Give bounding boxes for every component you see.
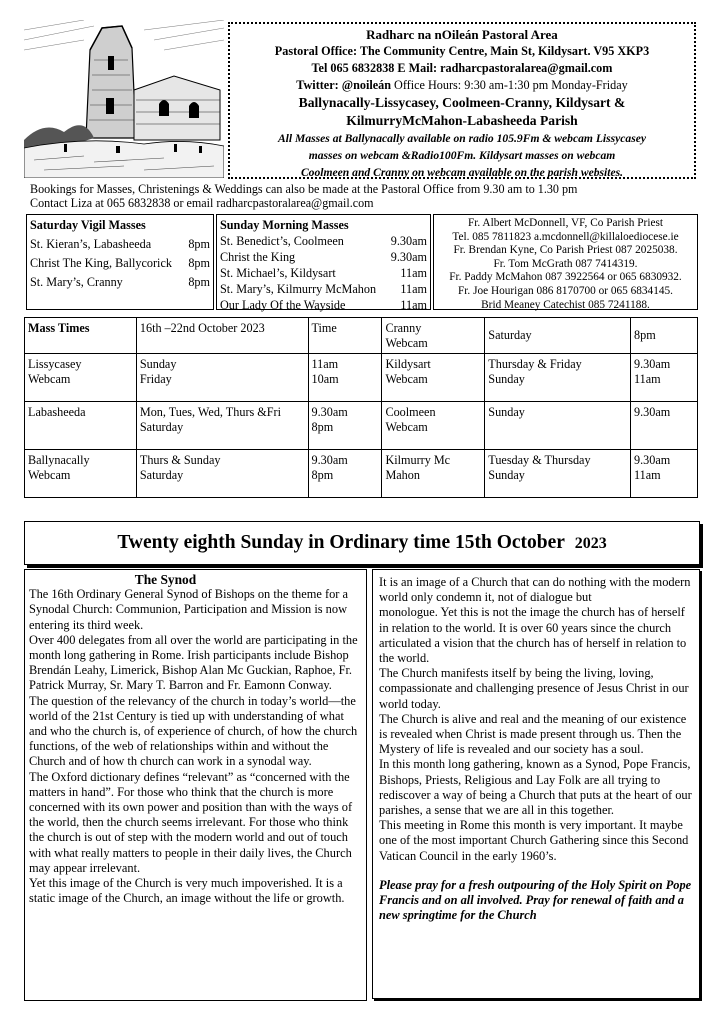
sunday-banner (24, 521, 700, 565)
article-paragraph: This meeting in Rome this month is very important. It maybe one of the most important Church Gathering since this Second Vatican Council in the early 1960’s. (379, 818, 689, 863)
mass-time: 9.30am (390, 234, 427, 248)
table-cell: 9.30am 11am (631, 450, 698, 498)
mass-place: Our Lady Of the Wayside (220, 298, 346, 312)
prayer-intention: Please pray for a fresh outpouring of the Holy Spirit on Pope Francis and on all involved. Pray for renewal of faith and a new springtime for the Church (379, 877, 692, 923)
pastoral-office-address: Pastoral Office: The Community Centre, Main St, Kildysart. V95 XKP3 (274, 44, 650, 58)
table-cell: Mon, Tues, Wed, Thurs &Fri Saturday (136, 402, 308, 450)
sunday-masses-box (216, 214, 431, 310)
mass-place: St. Mary’s, Cranny (30, 275, 123, 289)
mass-place: Christ the King (220, 250, 296, 264)
table-cell: 11am 10am (308, 354, 382, 402)
bookings-notice (30, 182, 710, 210)
table-row (25, 318, 698, 354)
table-cell: Sunday (485, 402, 631, 450)
clergy-line: Fr. Joe Hourigan 086 8170700 or 065 6834145. (458, 284, 673, 297)
table-cell: Sunday Friday (136, 354, 308, 402)
table-row (25, 354, 698, 402)
office-hours-line (230, 77, 694, 94)
mass-place: St. Mary’s, Kilmurry McMahon (220, 282, 377, 296)
list-item (220, 249, 427, 265)
article-paragraph: Over 400 delegates from all over the world are participating in the month long gathering in Rome. Irish participants include Bishop Brendán Leahy, Limerick, Bishop Alan Mc Guckian, Raphoe, Fr. Patrick Murray, Sr. Mary T. Barron and Fr. Eamonn Conway. (29, 632, 358, 693)
mass-time: 8pm (188, 237, 210, 251)
church-tower-ruin-icon (24, 20, 224, 178)
table-cell: 8pm (631, 318, 698, 354)
article-paragraph: The Church manifests itself by being the living, loving, compassionate and challenging presence of Jesus Christ in our world today. (379, 666, 689, 711)
table-row (25, 402, 698, 450)
article-paragraph: Yet this image of the Church is very much impoverished. It is a static image of the Church, an image without the life or growth. (29, 876, 345, 906)
mass-time: 8pm (188, 275, 210, 289)
saturday-vigil-box (26, 214, 214, 310)
table-cell: 9.30am (631, 402, 698, 450)
table-cell: Tuesday & Thursday Sunday (485, 450, 631, 498)
mass-place: Christ The King, Ballycorick (30, 256, 172, 270)
article-paragraph: monologue. Yet this is not the image the church has of herself in relation to the world. It is over 60 years since the church articulated a vision that the church has of herself in relation to the world. (379, 605, 687, 666)
clergy-line: Fr. Brendan Kyne, Co Parish Priest 087 2025038. (453, 244, 678, 257)
table-cell: 16th –22nd October 2023 (136, 318, 308, 354)
table-cell: Kilmurry Mc Mahon (382, 450, 485, 498)
list-item (220, 265, 427, 281)
clergy-line: Tel. 085 7811823 a.mcdonnell@killaloediocese.ie (452, 230, 679, 243)
article-paragraph: The Church is alive and real and the meaning of our existence is revealed when Christ is made present through us. Then the Mystery of life is revealed and our society has a soul. (379, 711, 687, 757)
bookings-line-1: Bookings for Masses, Christenings & Weddings can also be made at the Pastoral Office from 9.30 am to 1.30 pm (30, 182, 578, 196)
webcam-info-3: Coolmeen and Cranny on webcam available on the parish websites. (300, 166, 624, 179)
list-item (30, 274, 210, 290)
mass-time: 8pm (188, 256, 210, 270)
list-item (220, 297, 427, 313)
article-title: The Synod (134, 572, 197, 587)
parishes-line-2: KilmurryMcMahon-Labasheeda Parish (346, 113, 578, 128)
mass-time: 11am (400, 282, 427, 296)
clergy-contacts-box (433, 214, 698, 310)
contact-tel-email: Tel 065 6832838 E Mail: radharcpastoralarea@gmail.com (311, 61, 613, 75)
table-cell: 9.30am 11am (631, 354, 698, 402)
table-cell: Lissycasey Webcam (25, 354, 137, 402)
article-paragraph: The question of the relevancy of the church in today’s world—the world of the 21st Century is tied up with understanding of what and who the church is, of experience of church, of how the church functions, of the web of relationships within and without the Church and of how th church can work in a synodal way. (29, 693, 358, 769)
pastoral-area-title: Radharc na nOileán Pastoral Area (366, 27, 558, 42)
article-paragraph: The 16th Ordinary General Synod of Bishops on the theme for a Synodal Church: Communion, Participation and Mission is now entering its third week. (29, 587, 348, 632)
mass-time: 11am (400, 298, 427, 312)
twitter-handle: Twitter: @noileán (296, 78, 391, 92)
table-cell: Cranny Webcam (382, 318, 485, 354)
table-cell: 9.30am 8pm (308, 402, 382, 450)
table-cell: Coolmeen Webcam (382, 402, 485, 450)
table-cell: Mass Times (25, 318, 137, 354)
pastoral-info-box (228, 22, 696, 179)
list-item (30, 255, 210, 271)
list-item (220, 233, 427, 249)
list-item (220, 281, 427, 297)
table-cell: Thurs & Sunday Saturday (136, 450, 308, 498)
table-cell: Thursday & Friday Sunday (485, 354, 631, 402)
webcam-info-1: All Masses at Ballynacally available on radio 105.9Fm & webcam Lissycasey (277, 132, 647, 145)
clergy-line: Fr. Paddy McMahon 087 3922564 or 065 6830932. (449, 271, 682, 284)
clergy-line: Fr. Tom McGrath 087 7414319. (493, 257, 638, 270)
banner-year: 2023 (574, 535, 607, 552)
article-paragraph: The Oxford dictionary defines “relevant” as “concerned with the matters in hand”. For those who think that the church is more concerned with its own power and position than with the ways of the world, then the church seems irrelevant. For those who think the church is out of step with the modern world and out of touch with what really matters to people in their daily lives, the Church may appear irrelevant. (29, 769, 353, 875)
webcam-info-2: masses on webcam &Radio100Fm. Kildysart masses on webcam (308, 149, 616, 162)
mass-place: St. Benedict’s, Coolmeen (220, 234, 344, 248)
synod-article-left (24, 569, 367, 1001)
parishes-line-1: Ballynacally-Lissycasey, Coolmeen-Cranny, Kildysart & (298, 95, 626, 110)
mass-time: 11am (400, 266, 427, 280)
article-paragraph: It is an image of a Church that can do nothing with the modern world only condemn it, not of dialogue but (379, 575, 691, 605)
office-hours: Office Hours: 9:30 am-1:30 pm Monday-Friday (391, 78, 628, 92)
bookings-line-2: Contact Liza at 065 6832838 or email radharcpastoralarea@gmail.com (30, 196, 374, 210)
list-item (30, 236, 210, 252)
table-cell: Kildysart Webcam (382, 354, 485, 402)
table-cell: Time (308, 318, 382, 354)
saturday-heading: Saturday Vigil Masses (30, 218, 146, 232)
banner-title: Twenty eighth Sunday in Ordinary time 15th October (117, 532, 565, 553)
mass-time: 9.30am (390, 250, 427, 264)
mass-place: St. Kieran’s, Labasheeda (30, 237, 152, 251)
table-cell: 9.30am 8pm (308, 450, 382, 498)
synod-article-right (372, 569, 700, 999)
mass-times-table (24, 317, 698, 498)
clergy-line: Brid Meaney Catechist 085 7241188. (481, 298, 650, 311)
table-row (25, 450, 698, 498)
mass-place: St. Michael’s, Kildysart (220, 266, 336, 280)
article-paragraph: In this month long gathering, known as a Synod, Pope Francis, Bishops, Priests, Religious and Lay Folk are all trying to rediscover a way of being a Church that puts at the heart of our parishes, a sense that we are all in this together. (379, 757, 692, 818)
sunday-heading: Sunday Morning Masses (220, 218, 349, 232)
table-cell: Ballynacally Webcam (25, 450, 137, 498)
clergy-line: Fr. Albert McDonnell, VF, Co Parish Priest (467, 217, 664, 229)
table-cell: Saturday (485, 318, 631, 354)
table-cell: Labasheeda (25, 402, 137, 450)
